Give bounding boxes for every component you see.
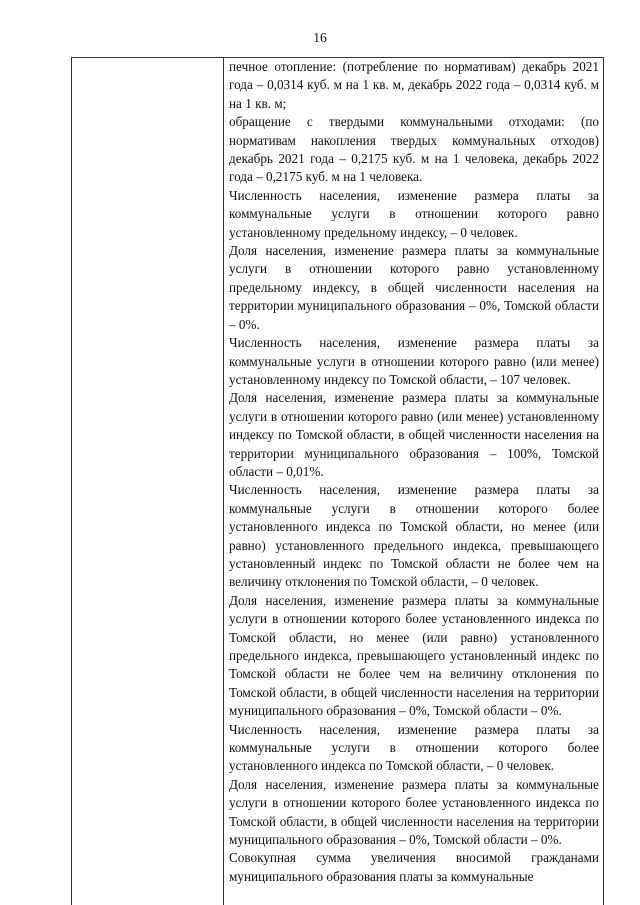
paragraph-population-above-regional-index: Численность населения, изменение размера платы за коммунальные услуги в отношении которого более установленного индекса по Томской области, – 0 человек. <box>229 721 599 774</box>
paragraph-population-equal-regional-index: Численность населения, изменение размера платы за коммунальные услуги в отношении которого равно (или менее) установленному индексу по Томской области, – 107 человек. <box>229 335 599 387</box>
table-left-column <box>72 58 224 905</box>
paragraph-share-above-index-within-deviation: Доля населения, изменение размера платы за коммунальные услуги в отношении которого более установленного индекса по Томской области, но менее (или равно) установленного предельного индекса, превышающего установленный индекс по Томской области не более чем на величину отклонения по Томской области, в общей численности населения на территории муниципального образования – 0%, Томской области – 0%. <box>229 592 599 719</box>
document-table <box>71 57 604 905</box>
paragraph-share-above-regional-index: Доля населения, изменение размера платы за коммунальные услуги в отношении которого более установленного индекса по Томской области, в общей численности населения на территории муниципального образования – 0%, Томской области – 0%. <box>229 776 599 848</box>
paragraph-population-above-index-within-deviation: Численность населения, изменение размера платы за коммунальные услуги в отношении которого более установленного индекса по Томской области, но менее (или равно) установленного предельного индекса, превышающего установленный индекс по Томской области не более чем на величину отклонения по Томской области, – 0 человек. <box>229 482 599 590</box>
paragraph-solid-waste: обращение с твердыми коммунальными отходами: (по нормативам накопления твердых коммунальных отходов) декабрь 2021 года – 0,2175 куб. м на 1 человека, декабрь 2022 года – 0,2175 куб. м на 1 человека. <box>229 114 599 185</box>
paragraph-heating-consumption: печное отопление: (потребление по нормативам) декабрь 2021 года – 0,0314 куб. м на 1 кв. м, декабрь 2022 года – 0,0314 куб. м на 1 кв. м; <box>229 59 599 111</box>
table-right-column <box>224 58 603 905</box>
paragraph-share-equal-limit: Доля населения, изменение размера платы за коммунальные услуги в отношении которого равно установленному предельному индексу, в общей численности населения на территории муниципального образования – 0%, Томской области – 0%. <box>229 243 599 332</box>
paragraph-population-equal-limit: Численность населения, изменение размера платы за коммунальные услуги в отношении которого равно установленному предельному индексу, – 0 человек. <box>229 187 599 240</box>
paragraph-total-payment-increase: Совокупная сумма увеличения вносимой гражданами муниципального образования платы за коммунальные <box>229 850 599 884</box>
page-number: 16 <box>313 30 327 45</box>
paragraph-share-equal-regional-index: Доля населения, изменение размера платы за коммунальные услуги в отношении которого равно (или менее) установленному индексу по Томской области, в общей численности населения на территории муниципального образования – 100%, Томской области – 0,01%. <box>229 390 599 479</box>
